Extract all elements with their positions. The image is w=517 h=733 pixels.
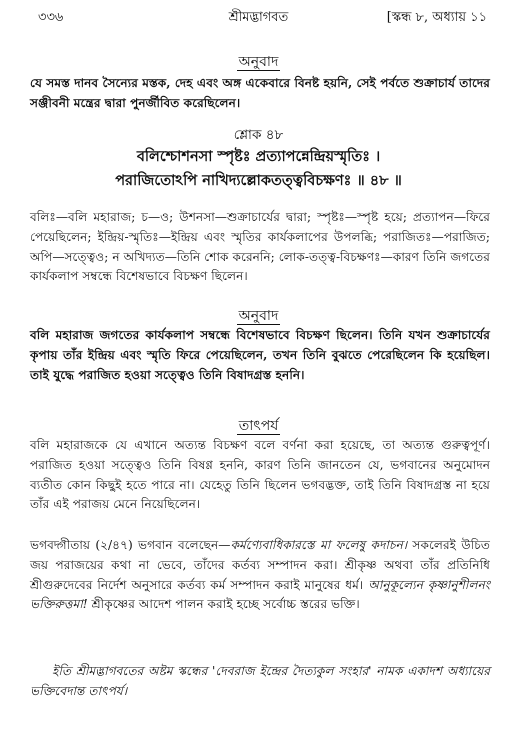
verse-heading-text: শ্লোক ৪৮ bbox=[233, 127, 284, 143]
translation-heading-2 bbox=[0, 304, 517, 328]
purport-paragraph-2 bbox=[30, 536, 490, 615]
chapter-colophon: ইতি শ্রীমদ্ভাগবতের অষ্টম স্কন্ধের 'দেবরাজ ইন্দ্রের দৈত্যকুল সংহার' নামক একাদশ অধ্যায়ের ভক্তিবেদান্ত তাৎপর্য। bbox=[30, 664, 490, 698]
verse-heading bbox=[0, 124, 517, 147]
purport-heading bbox=[0, 414, 517, 438]
book-title: শ্রীমদ্ভাগবত bbox=[228, 10, 289, 25]
verse-line-1: বলিশ্চোশনসা স্পৃষ্টঃ প্রত্যাপন্নেন্দ্রিয়স্মৃতিঃ । bbox=[136, 148, 381, 165]
bhakti-quote: আনুকূল্যেন কৃষ্ণানুশীলনং ভক্তিরুত্তমা! bbox=[30, 577, 490, 612]
synonyms-paragraph: বলিঃ—বলি মহারাজ; চ—ও; উশনসা—শুক্রাচার্যের দ্বারা; স্পৃষ্টঃ—স্পৃষ্ট হয়ে; প্রত্যাপন—ফিরে পেয়েছিলেন; ইন্দ্রিয়-স্মৃতিঃ—ইন্দ্রিয় এবং স্মৃতির কার্যকলাপের উপলব্ধি; পরাজিতঃ—পরাজিত; অপি—সত্ত্বেও; ন অখিদ্যত—তিনি শোক করেননি; লোক-তত্ত্ব-বিচক্ষণঃ—কারণ তিনি জগতের কার্যকলাপ সম্বন্ধে বিশেষভাবে বিচক্ষণ ছিলেন। bbox=[30, 210, 490, 284]
translation-text-1: যে সমস্ত দানব সৈন্যের মস্তক, দেহ এবং অঙ্গ একেবারে বিনষ্ট হয়নি, সেই পর্বতে শুক্রাচার্য তাদের সঞ্জীবনী মন্ত্রের দ্বারা পুনর্জীবিত করেছিলেন। bbox=[30, 76, 490, 110]
chapter-reference: [স্কন্ধ ৮, অধ্যায় ১১ bbox=[386, 10, 487, 25]
verse-line-2: পরাজিতোঽপি নাখিদ্যল্লোকতত্ত্ববিচক্ষণঃ ॥ ৪৮ ॥ bbox=[115, 172, 402, 189]
purport-p2-intro: ভগবদ্গীতায় (২/৪৭) ভগবান বলেছেন— bbox=[30, 538, 231, 552]
translation-heading-1 bbox=[0, 50, 517, 74]
purport-p2-body: সকলেরই উচিত জয় পরাজয়ের কথা না ভেবে, তাঁদের কর্তব্য সম্পাদন করা। শ্রীকৃষ্ণ অথবা তাঁর প্রতিনিধি শ্রীগুরুদেবের নির্দেশ অনুসারে কর্তব্য কর্ম সম্পাদন করাই মানুষের ধর্ম। bbox=[30, 538, 490, 592]
translation-text-2: বলি মহারাজ জগতের কার্যকলাপ সম্বন্ধে বিশেষভাবে বিচক্ষণ ছিলেন। তিনি যখন শুক্রাচার্যের কৃপায় তাঁর ইন্দ্রিয় এবং স্মৃতি ফিরে পেয়েছিলেন, তখন তিনি বুঝতে পেরেছিলেন কি হয়েছিল। তাই যুদ্ধে পরাজিত হওয়া সত্ত্বেও তিনি বিষাদগ্রস্ত হননি। bbox=[30, 328, 490, 382]
translation-heading-1-text: অনুবাদ bbox=[238, 54, 279, 70]
purport-heading-text: তাৎপর্য bbox=[238, 418, 279, 434]
page-number: ৩৩৬ bbox=[38, 10, 64, 25]
purport-paragraph-1: বলি মহারাজকে যে এখানে অত্যন্ত বিচক্ষণ বলে বর্ণনা করা হয়েছে, তা অত্যন্ত গুরুত্বপূর্ণ। পরাজিত হওয়া সত্ত্বেও তিনি বিষণ্ণ হননি, কারণ তিনি জানতেন যে, ভগবানের অনুমোদন ব্যতীত কোন কিছুই হতে পারে না। যেহেতু তিনি ছিলেন ভগবদ্ভক্ত, তাই তিনি বিষাদগ্রস্ত না হয়ে তাঁর এই পরাজয় মেনে নিয়েছিলেন। bbox=[30, 438, 490, 512]
gita-quote: কর্মণ্যেবাধিকারস্তে মা ফলেষু কদাচন। bbox=[230, 538, 408, 552]
purport-p2-end: শ্রীকৃষ্ণের আদেশ পালন করাই হচ্ছে সর্বোচ্চ স্তরের ভক্তি। bbox=[87, 597, 360, 612]
translation-heading-2-text: অনুবাদ bbox=[238, 308, 279, 324]
